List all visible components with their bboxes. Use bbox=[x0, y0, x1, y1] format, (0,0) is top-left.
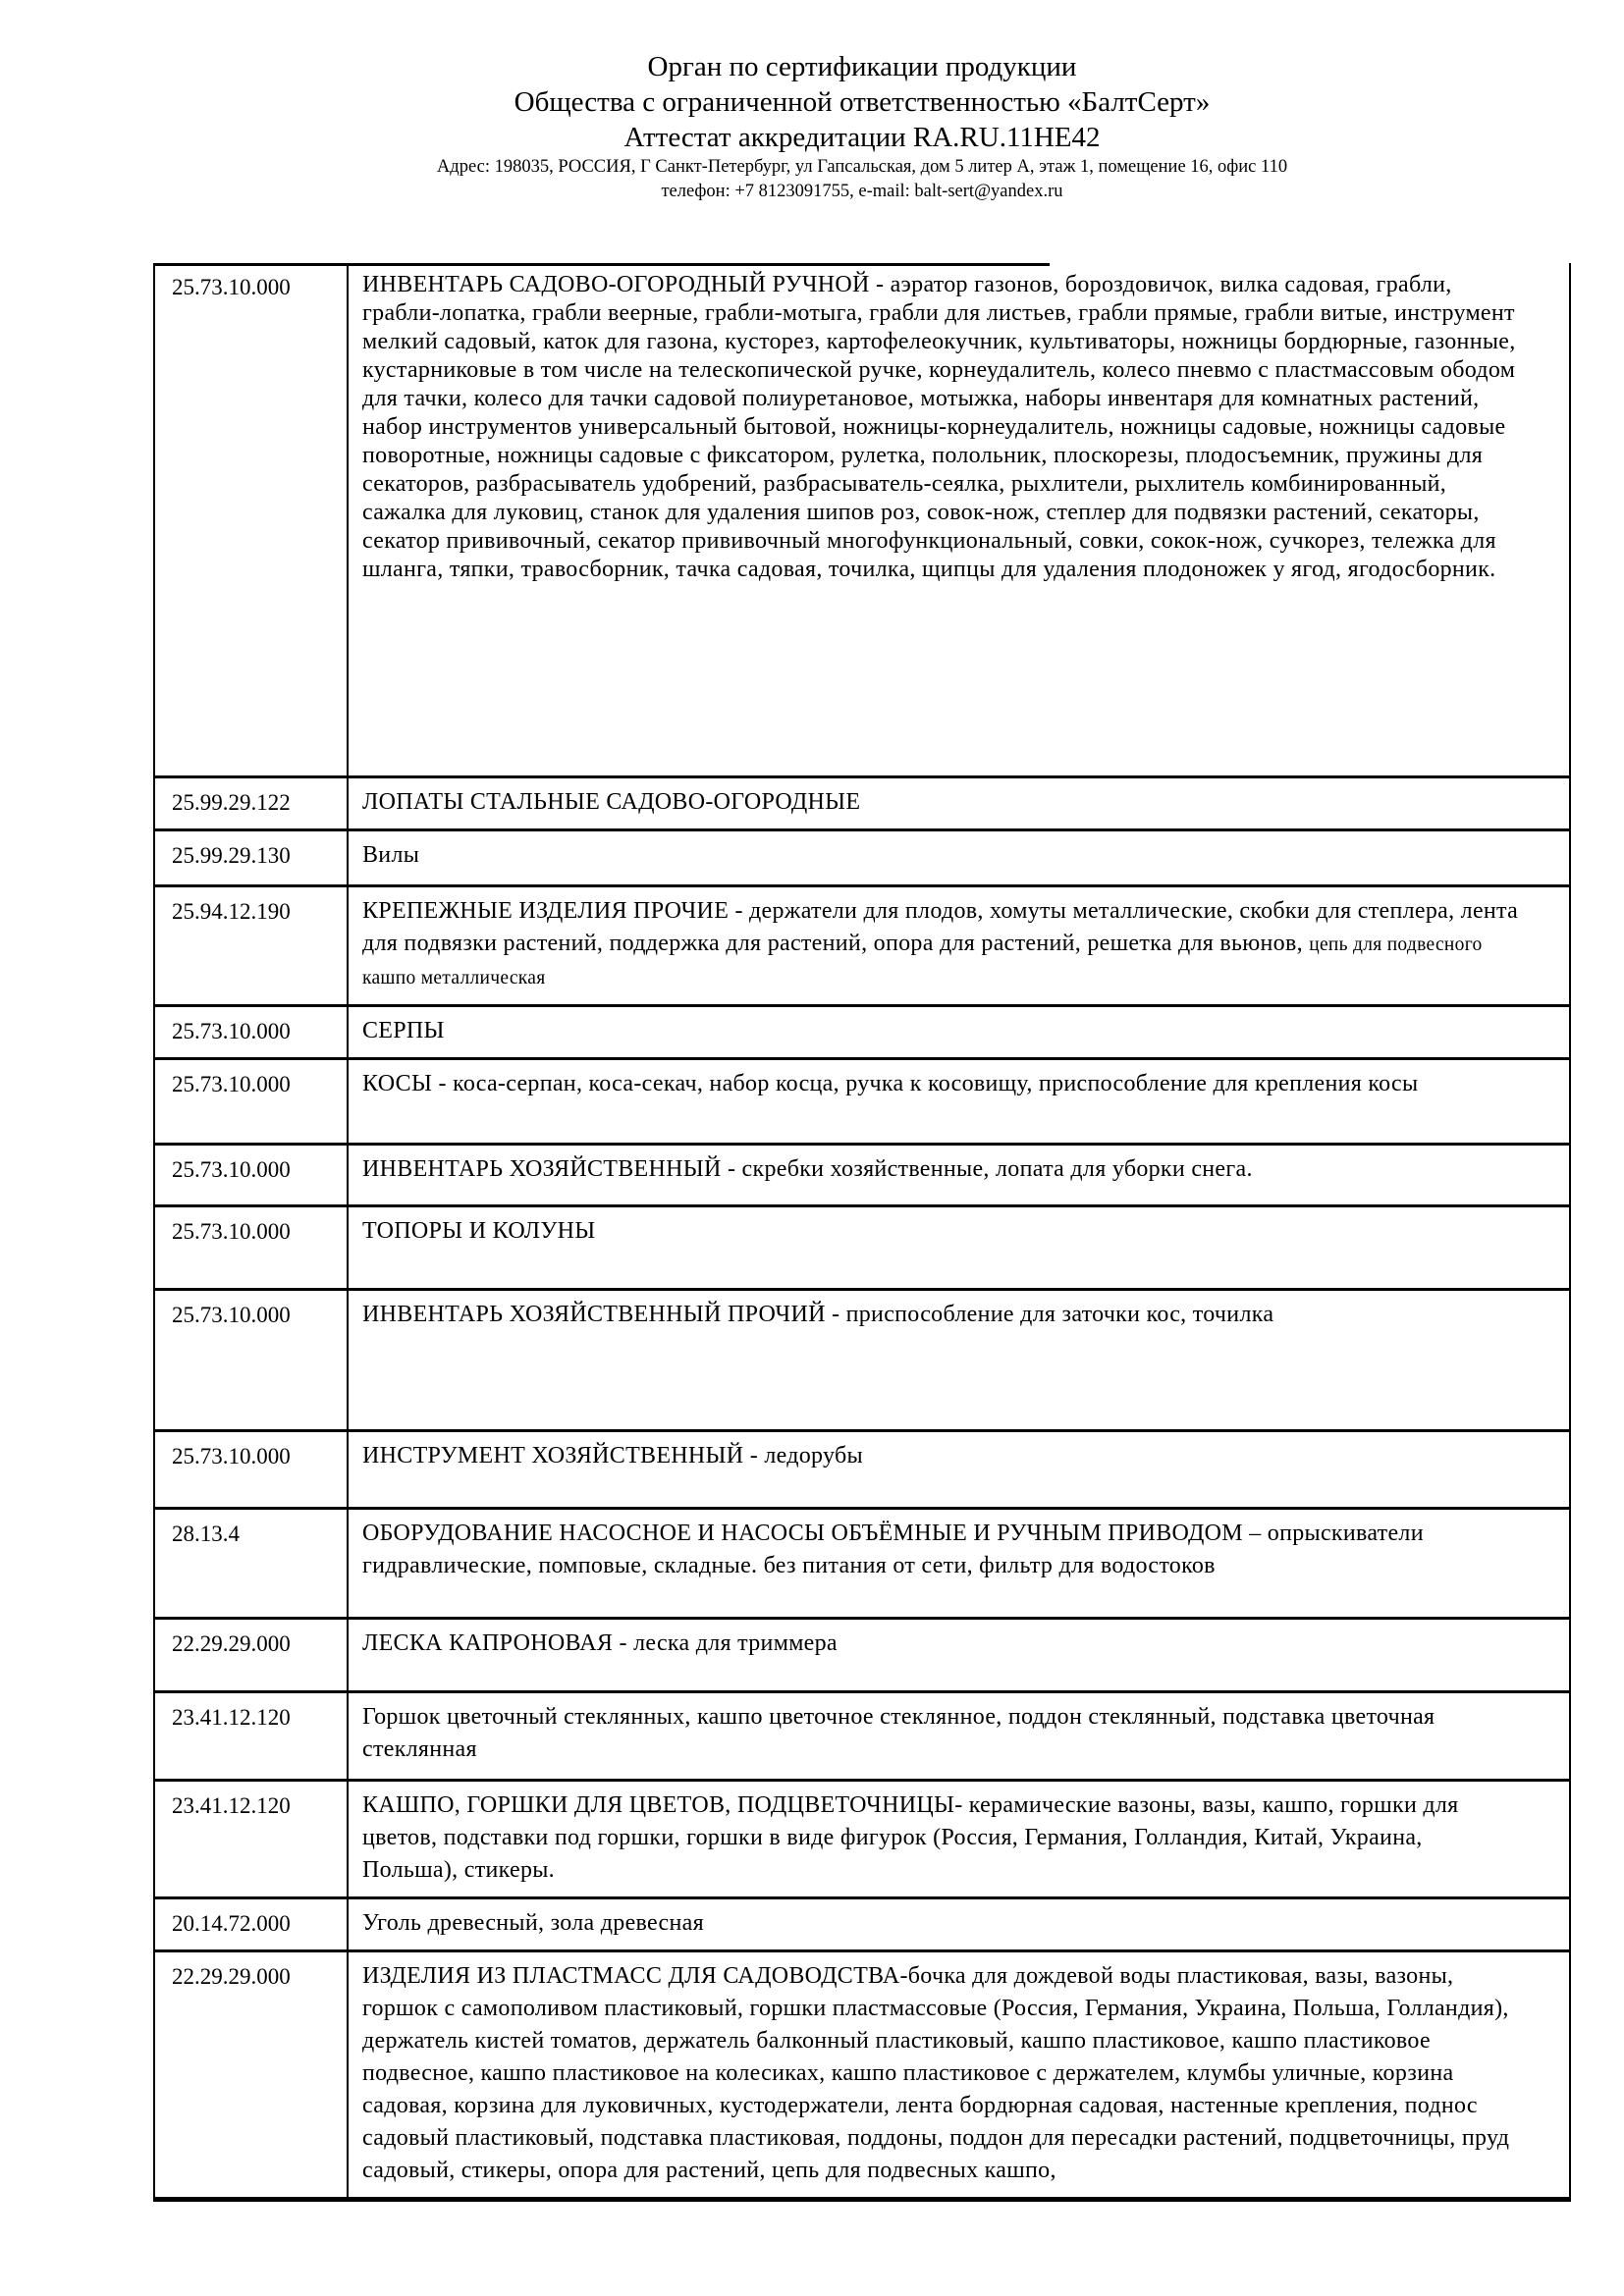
row-description bbox=[349, 1146, 1569, 1204]
row-code: 25.73.10.000 bbox=[155, 1146, 349, 1204]
table-row bbox=[155, 1146, 1569, 1207]
product-details: - ледорубы bbox=[743, 1443, 863, 1468]
product-category-name: ТОПОРЫ И КОЛУНЫ bbox=[362, 1218, 596, 1244]
row-code: 22.29.29.000 bbox=[155, 1952, 349, 2197]
row-description bbox=[349, 831, 1569, 884]
table-row bbox=[155, 1899, 1569, 1952]
row-description bbox=[349, 1291, 1569, 1429]
table-row bbox=[155, 1782, 1569, 1899]
row-description bbox=[349, 1693, 1569, 1779]
table-row bbox=[155, 778, 1569, 831]
product-category-name: КОСЫ bbox=[362, 1071, 433, 1096]
table-row bbox=[155, 1291, 1569, 1432]
row-description bbox=[349, 1207, 1569, 1288]
accreditation-number: Аттестат аккредитации RA.RU.11HE42 bbox=[623, 122, 1101, 153]
product-details: – опрыскиватели гидравлические, помповые, складные. без питания от сети, фильтр для водостоков bbox=[362, 1521, 1424, 1578]
table-row bbox=[155, 1207, 1569, 1291]
product-details: - коса-серпан, коса-секач, набор косца, ручка к косовищу, приспособление для крепления косы bbox=[432, 1071, 1419, 1096]
product-details: - приспособление для заточки кос, точилка bbox=[825, 1302, 1274, 1327]
product-details: - скребки хозяйственные, лопата для уборки снега. bbox=[721, 1156, 1253, 1182]
product-details: Горшок цветочный стеклянных, кашпо цветочное стеклянное, поддон стеклянный, подставка цветочная стеклянная bbox=[362, 1704, 1435, 1762]
row-code: 25.99.29.122 bbox=[155, 778, 349, 828]
product-category-name: ИЗДЕЛИЯ ИЗ ПЛАСТМАСС ДЛЯ САДОВОДСТВА bbox=[362, 1963, 900, 1989]
product-category-name: ЛОПАТЫ СТАЛЬНЫЕ САДОВО-ОГОРОДНЫЕ bbox=[362, 789, 861, 815]
table-row bbox=[155, 1007, 1569, 1060]
product-details: - аэратор газонов, бороздовичок, вилка садовая, грабли, грабли-лопатка, грабли веерные, грабли-мотыга, грабли для листьев, грабли прямые, грабли витые, инструмент мелкий садовый, каток для газона, кусторез, картофелеокучник, культиваторы, ножницы бордюрные, газонные, кустарниковые в том числе на телескопической ручке, корнеудалитель, колесо пневмо с пластмассовым ободом для тачки, колесо для тачки садовой полиуретановое, мотыжка, наборы инвентаря для комнатных растений, набор инструментов универсальный бытовой, ножницы-корнеудалитель, ножницы садовые, ножницы садовые поворотные, ножницы садовые с фиксатором, рулетка, полольник, плоскорезы, плодосъемник, пружины для секаторов, разбрасыватель удобрений, разбрасыватель-сеялка, рыхлители, рыхлитель комбинированный, сажалка для луковиц, станок для удаления шипов роз, совок-нож, степлер для подвязки растений, секаторы, секатор прививочный, секатор прививочный многофункциональный, совки, сокок-нож, сучкорез, тележка для шланга, тяпки, травосборник, тачка садовая, точилка, щипцы для удаления плодоножек у ягод, ягодосборник. bbox=[362, 272, 1516, 582]
product-category-name: ИНВЕНТАРЬ САДОВО-ОГОРОДНЫЙ РУЧНОЙ bbox=[362, 272, 870, 297]
org-title-line1: Орган по сертификации продукции bbox=[647, 51, 1077, 82]
product-details: -бочка для дождевой воды пластиковая, вазы, вазоны, горшок с самополивом пластиковый, горшки пластмассовые (Россия, Германия, Украина, Польша, Голландия), держатель кистей томатов, держатель балконный пластиковый, кашпо пластиковое, кашпо пластиковое подвесное, кашпо пластиковое на колесиках, кашпо пластиковое с держателем, клумбы уличные, корзина садовая, корзина для луковичных, кустодержатели, лента бордюрная садовая, настенные крепления, поднос садовый пластиковый, подставка пластиковая, поддоны, поддон для пересадки растений, подцветочницы, пруд садовый, стикеры, опора для растений, цепь для подвесных кашпо, bbox=[362, 1963, 1510, 2183]
row-description bbox=[349, 1510, 1569, 1617]
product-category-name: ИНВЕНТАРЬ ХОЗЯЙСТВЕННЫЙ ПРОЧИЙ bbox=[362, 1302, 826, 1327]
product-category-name: КАШПО, ГОРШКИ ДЛЯ ЦВЕТОВ, ПОДЦВЕТОЧНИЦЫ bbox=[362, 1792, 955, 1818]
product-details: - держатели для плодов, хомуты металлические, скобки для степлера, лента для подвязки растений, поддержка для растений, опора для растений, решетка для вьюнов, bbox=[362, 898, 1519, 956]
document-header bbox=[153, 49, 1571, 204]
table-row bbox=[155, 887, 1569, 1007]
row-description bbox=[349, 1782, 1569, 1896]
row-code: 25.94.12.190 bbox=[155, 887, 349, 1004]
table-row bbox=[155, 1693, 1569, 1782]
row-description bbox=[349, 1060, 1569, 1143]
product-category-name: СЕРПЫ bbox=[362, 1018, 445, 1043]
product-details: - керамические вазоны, вазы, кашпо, горшки для цветов, подставки под горшки, горшки в виде фигурок (Россия, Германия, Голландия, Китай, Украина, Польша), стикеры. bbox=[362, 1792, 1459, 1883]
row-description bbox=[349, 1007, 1569, 1057]
product-details: Уголь древесный, зола древесная bbox=[362, 1910, 704, 1936]
row-description bbox=[349, 1952, 1569, 2197]
product-details: - леска для триммера bbox=[613, 1630, 838, 1656]
table-row bbox=[155, 831, 1569, 887]
row-code: 20.14.72.000 bbox=[155, 1899, 349, 1949]
row-code: 28.13.4 bbox=[155, 1510, 349, 1617]
row-code: 25.73.10.000 bbox=[155, 1007, 349, 1057]
row-description bbox=[349, 778, 1569, 828]
row-description bbox=[349, 1899, 1569, 1949]
table-row bbox=[155, 1952, 1569, 2202]
product-category-name: КРЕПЕЖНЫЕ ИЗДЕЛИЯ ПРОЧИЕ bbox=[362, 898, 730, 924]
product-category-name: ИНВЕНТАРЬ ХОЗЯЙСТВЕННЫЙ bbox=[362, 1156, 722, 1182]
row-code: 25.73.10.000 bbox=[155, 1291, 349, 1429]
org-title-line2: Общества с ограниченной ответственностью «БалтСерт» bbox=[514, 86, 1211, 118]
product-table bbox=[153, 263, 1571, 2202]
product-category-name: ОБОРУДОВАНИЕ НАСОСНОЕ И НАСОСЫ ОБЪЁМНЫЕ И РУЧНЫМ ПРИВОДОМ bbox=[362, 1521, 1243, 1546]
row-description bbox=[349, 1432, 1569, 1507]
row-code: 25.73.10.000 bbox=[155, 1060, 349, 1143]
row-code: 23.41.12.120 bbox=[155, 1782, 349, 1896]
row-description bbox=[349, 887, 1569, 1004]
table-row bbox=[155, 1432, 1569, 1510]
org-address: Адрес: 198035, РОССИЯ, Г Санкт-Петербург, ул Гапсальская, дом 5 литер А, этаж 1, помещение 16, офис 110 bbox=[436, 157, 1288, 177]
row-code: 25.73.10.000 bbox=[155, 1207, 349, 1288]
row-code: 25.73.10.000 bbox=[155, 1432, 349, 1507]
row-code: 25.99.29.130 bbox=[155, 831, 349, 884]
row-code: 25.73.10.000 bbox=[155, 263, 349, 775]
row-code: 23.41.12.120 bbox=[155, 1693, 349, 1779]
table-row bbox=[155, 1510, 1569, 1620]
product-category-name: ИНСТРУМЕНТ ХОЗЯЙСТВЕННЫЙ bbox=[362, 1443, 744, 1468]
row-description bbox=[349, 263, 1569, 775]
row-description bbox=[349, 1620, 1569, 1690]
table-row bbox=[155, 1060, 1569, 1146]
org-contacts: телефон: +7 8123091755, e-mail: balt-sert@yandex.ru bbox=[661, 182, 1063, 201]
table-row bbox=[155, 1620, 1569, 1693]
product-details-small: цепь для подвесного кашпо металлическая bbox=[362, 934, 1483, 988]
table-row bbox=[155, 263, 1569, 778]
table-top-border bbox=[155, 263, 1050, 266]
product-category-name: ЛЕСКА КАПРОНОВАЯ bbox=[362, 1630, 614, 1656]
row-code: 22.29.29.000 bbox=[155, 1620, 349, 1690]
product-details: Вилы bbox=[362, 842, 420, 868]
